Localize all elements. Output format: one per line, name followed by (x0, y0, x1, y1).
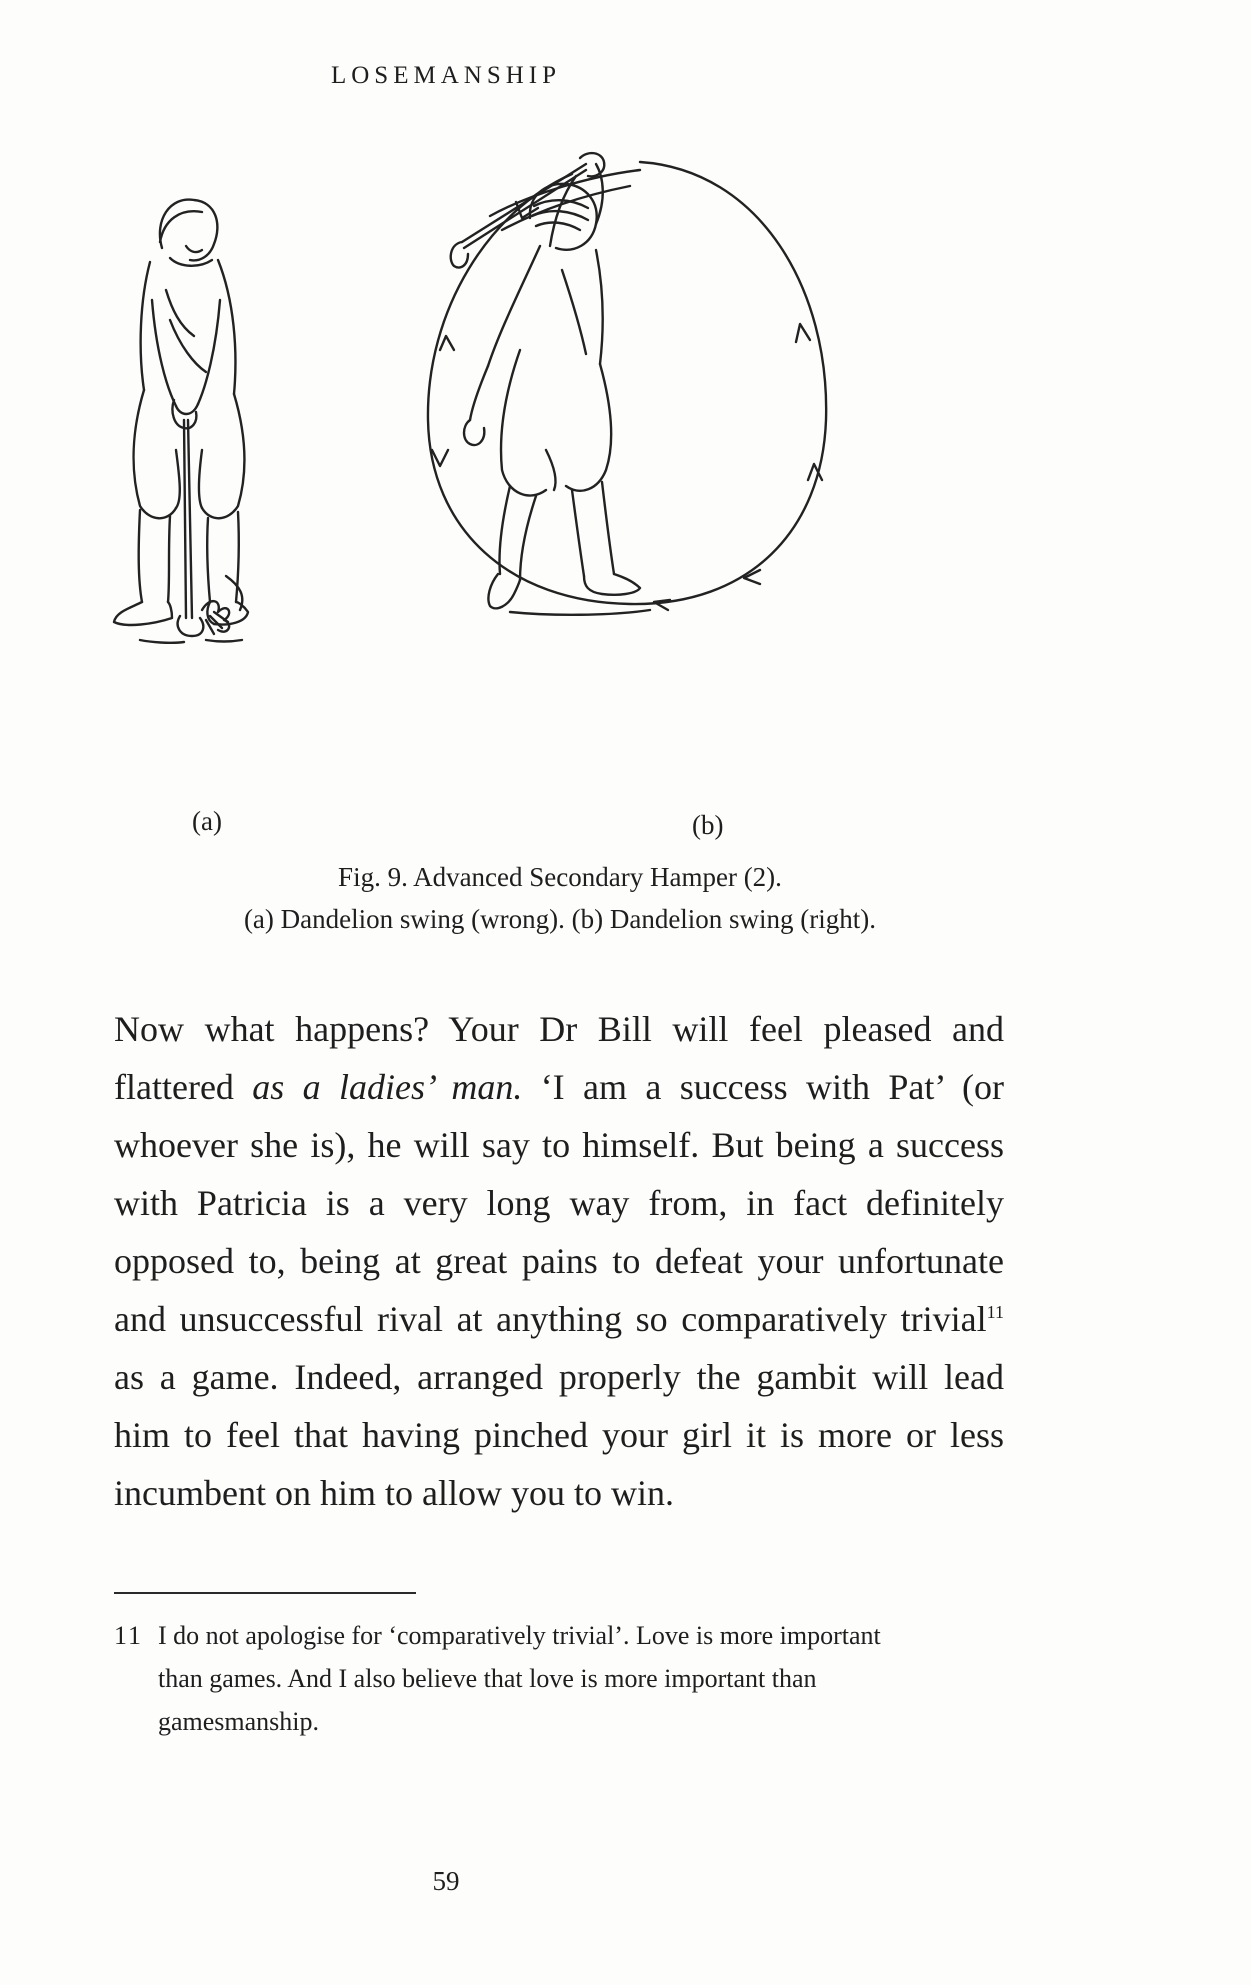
body-text-part-3: as a game. Indeed, arranged properly the gambit will lead him to feel that having pinched your girl it is more or less incumbent on him to allow you to win. (114, 1357, 1004, 1513)
figure-caption-title: Fig. 9. Advanced Secondary Hamper (2). (338, 862, 782, 892)
body-text-part-1: Now what happens? Your Dr Bill will feel pleased and flattered (114, 1009, 1004, 1107)
golfer-a-drawing (114, 200, 248, 643)
footnote-divider (114, 1592, 416, 1594)
footnote-reference[interactable]: 11 (986, 1302, 1004, 1322)
golfer-drawings-icon (110, 150, 1030, 810)
page-number: 59 (432, 1866, 460, 1896)
figure-label-b: (b) (692, 810, 724, 840)
figure-illustration (110, 150, 1030, 810)
golfer-b-drawing (428, 153, 826, 615)
body-text-part-2: ‘I am a success with Pat’ (or whoever she is), he will say to himself. But being a success with Patricia is a very long way from, in fact definitely opposed to, being at great pains to defeat your unfortunate and unsuccessful rival at anything so comparatively trivial (114, 1067, 1005, 1339)
figure-label-a: (a) (192, 806, 222, 836)
footnote-text: I do not apologise for ‘comparatively trivial’. Love is more important than games. And I also believe that love is more important than gamesmanship. (158, 1621, 881, 1736)
figure-caption-description: (a) Dandelion swing (wrong). (b) Dandelion swing (right). (243, 904, 877, 934)
body-emphasis: as a ladies’ man. (252, 1067, 523, 1107)
running-head: LOSEMANSHIP (330, 62, 562, 89)
footnote-number: 11 (114, 1621, 144, 1650)
body-paragraph (114, 1000, 1004, 1522)
